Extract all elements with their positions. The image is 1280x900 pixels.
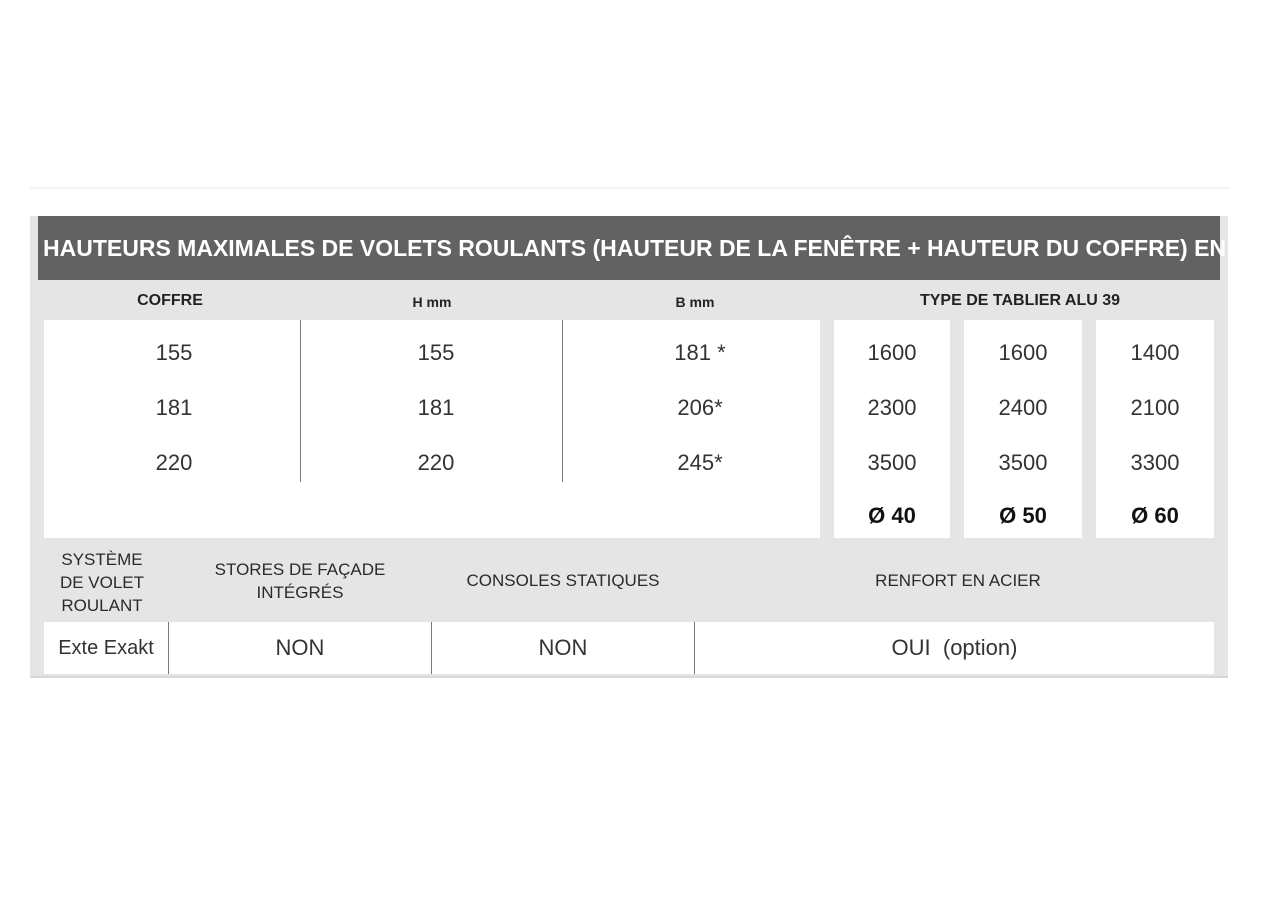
feature-systeme: SYSTÈME DE VOLET ROULANT xyxy=(59,550,145,615)
diameter-label: Ø 40 xyxy=(868,503,916,528)
coffre-value: 220 xyxy=(155,450,193,475)
top-divider xyxy=(30,187,1230,189)
tablier-box-40 xyxy=(834,320,950,538)
tablier-value: 1600 xyxy=(998,340,1048,365)
b-value: 206* xyxy=(677,395,723,420)
value-consoles: NON xyxy=(538,635,588,660)
dimensions-box xyxy=(44,320,820,538)
feature-stores: STORES DE FAÇADE INTÉGRÉS xyxy=(214,560,386,602)
value-renfort: OUI (option) xyxy=(891,635,1018,660)
tablier-box-50 xyxy=(964,320,1082,538)
diameter-label: Ø 60 xyxy=(1131,503,1179,528)
tablier-value: 1600 xyxy=(867,340,917,365)
coffre-value: 181 xyxy=(155,395,193,420)
tablier-value: 3300 xyxy=(1130,450,1180,475)
value-stores: NON xyxy=(275,635,325,660)
h-value: 220 xyxy=(417,450,455,475)
diameter-label: Ø 50 xyxy=(999,503,1047,528)
tablier-value: 2100 xyxy=(1130,395,1180,420)
header-b-mm: B mm xyxy=(675,294,715,310)
feature-values-row xyxy=(44,622,1214,674)
tablier-value: 2400 xyxy=(998,395,1048,420)
feature-renfort: RENFORT EN ACIER xyxy=(875,571,1041,590)
feature-consoles: CONSOLES STATIQUES xyxy=(466,571,660,590)
column-divider xyxy=(562,320,563,482)
header-type-tablier: TYPE DE TABLIER ALU 39 xyxy=(919,292,1121,309)
b-value: 181 * xyxy=(674,340,726,365)
spec-table xyxy=(30,216,1271,678)
column-divider xyxy=(300,320,301,482)
table-title-bar xyxy=(38,216,1271,280)
h-value: 181 xyxy=(417,395,455,420)
tablier-value: 2300 xyxy=(867,395,917,420)
table-title: HAUTEURS MAXIMALES DE VOLETS ROULANTS (HAUTEUR DE LA FENÊTRE + HAUTEUR DU COFFRE) EN MM xyxy=(43,234,1271,261)
coffre-value: 155 xyxy=(155,340,193,365)
b-value: 245* xyxy=(677,450,723,475)
header-h-mm: H mm xyxy=(412,294,452,310)
tablier-value: 1400 xyxy=(1130,340,1180,365)
header-coffre: COFFRE xyxy=(137,292,203,309)
tablier-value: 3500 xyxy=(998,450,1048,475)
tablier-value: 3500 xyxy=(867,450,917,475)
value-systeme: Exte Exakt xyxy=(58,636,154,659)
h-value: 155 xyxy=(417,340,455,365)
tablier-box-60 xyxy=(1096,320,1214,538)
